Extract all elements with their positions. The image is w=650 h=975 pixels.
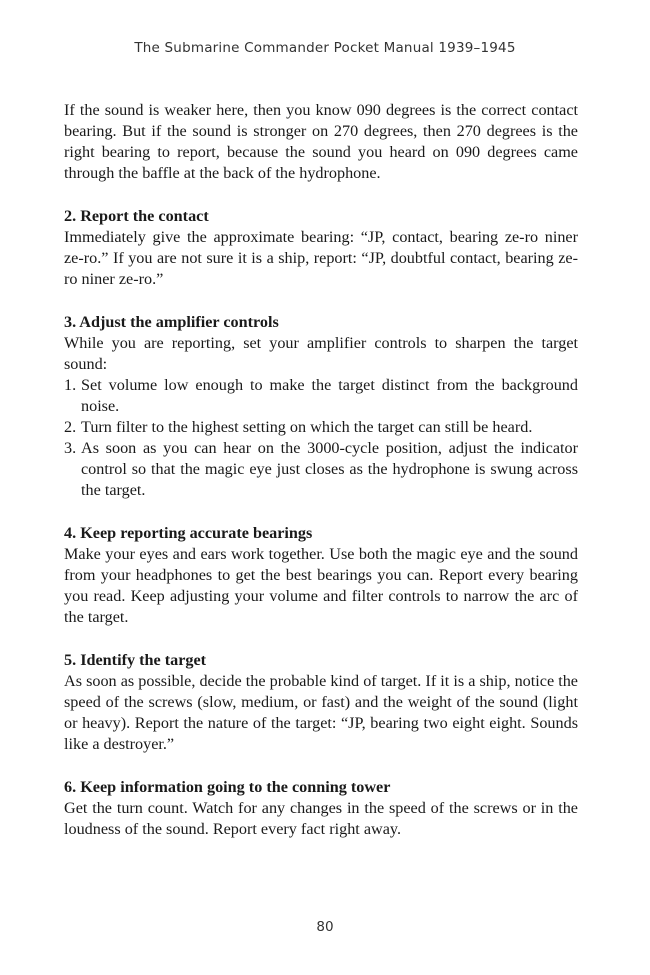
list-item-number: 2. xyxy=(64,418,77,436)
section-heading: 4. Keep reporting accurate bearings xyxy=(64,524,313,542)
list-item xyxy=(64,417,578,438)
section-report-contact xyxy=(64,206,578,290)
page-body xyxy=(64,100,578,840)
list-item xyxy=(64,375,578,417)
section-heading: 2. Report the contact xyxy=(64,207,209,225)
intro-paragraph: If the sound is weaker here, then you know 090 degrees is the correct contact bearing. But if the sound is stronger on 270 degrees, then 270 degrees is the right bearing to report, because the sound you heard on 090 degrees came through the baffle at the back of the hydrophone. xyxy=(64,101,578,182)
section-body: While you are reporting, set your amplifier controls to sharpen the target sound: xyxy=(64,334,578,373)
section-body: Get the turn count. Watch for any changes in the speed of the screws or in the loudness of the sound. Report every fact right away. xyxy=(64,799,578,838)
list-item-number: 1. xyxy=(64,376,77,394)
section-heading: 3. Adjust the amplifier controls xyxy=(64,313,279,331)
amplifier-steps-list xyxy=(64,375,578,501)
section-body: Immediately give the approximate bearing: “JP, contact, bearing ze-ro niner ze-ro.” If you are not sure it is a ship, report: “JP, doubtful contact, bearing ze-ro niner ze-ro.” xyxy=(64,228,578,288)
section-identify-target xyxy=(64,650,578,755)
running-header: The Submarine Commander Pocket Manual 1939–1945 xyxy=(134,40,516,56)
list-item-text: Set volume low enough to make the target distinct from the background noise. xyxy=(81,376,578,415)
section-amplifier-controls xyxy=(64,312,578,501)
section-conning-tower xyxy=(64,777,578,840)
page-number: 80 xyxy=(316,919,334,935)
list-item-text: Turn filter to the highest setting on which the target can still be heard. xyxy=(81,418,533,436)
section-body: As soon as possible, decide the probable kind of target. If it is a ship, notice the speed of the screws (slow, medium, or fast) and the weight of the sound (light or heavy). Report the nature of the target: “JP, bearing two eight eight. Sounds like a destroyer.” xyxy=(64,672,578,753)
section-heading: 6. Keep information going to the conning tower xyxy=(64,778,391,796)
list-item-text: As soon as you can hear on the 3000-cycle position, adjust the indicator control so that the magic eye just closes as the hydrophone is swung across the target. xyxy=(81,439,578,499)
intro-paragraph-block xyxy=(64,100,578,184)
list-item-number: 3. xyxy=(64,439,77,457)
section-accurate-bearings xyxy=(64,523,578,628)
list-item xyxy=(64,438,578,501)
section-heading: 5. Identify the target xyxy=(64,651,207,669)
section-body: Make your eyes and ears work together. Use both the magic eye and the sound from your headphones to get the best bearings you can. Report every bearing you read. Keep adjusting your volume and filter controls to narrow the arc of the target. xyxy=(64,545,578,626)
